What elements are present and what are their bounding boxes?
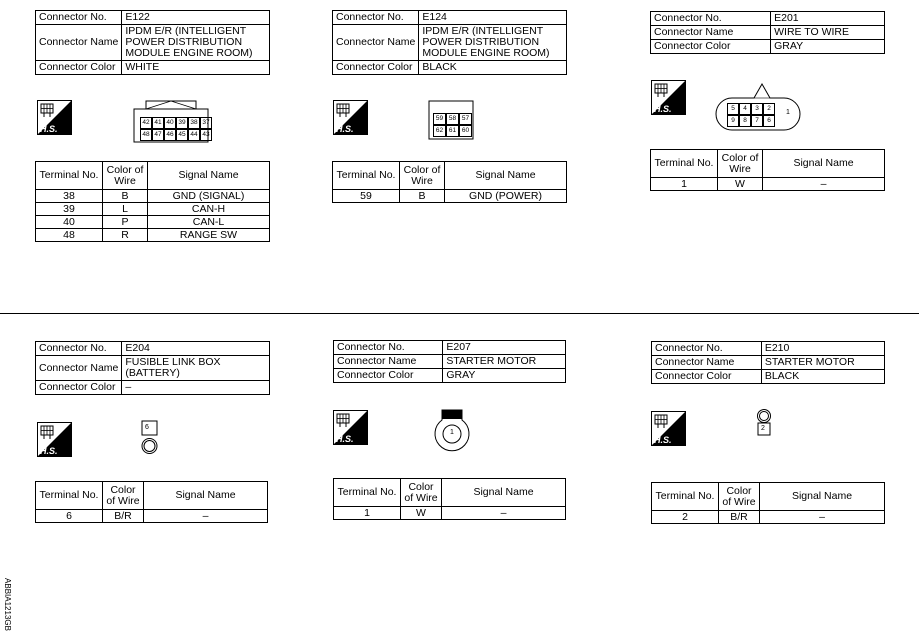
header-color-of-wire: Color of Wire (719, 483, 760, 511)
pin: 7 (751, 115, 763, 127)
table-cell: W (401, 507, 442, 520)
connector-no: E210 (761, 342, 884, 356)
terminal-table-e201 (650, 149, 885, 191)
pin-grid-e124 (433, 113, 472, 137)
header-terminal-no: Terminal No. (36, 162, 103, 190)
label-connector-name: Connector Name (36, 356, 122, 381)
pin-grid-e201 (727, 103, 775, 127)
table-row (36, 229, 270, 242)
header-terminal-no: Terminal No. (333, 162, 400, 190)
header-signal-name: Signal Name (760, 483, 885, 511)
connector-color: GRAY (443, 369, 566, 383)
pin: 48 (140, 129, 152, 141)
terminal-table-e122 (35, 161, 270, 242)
connector-color: – (122, 381, 270, 395)
pin: 5 (727, 103, 739, 115)
table-cell: 39 (36, 203, 103, 216)
pin: 61 (446, 125, 459, 137)
table-cell: 48 (36, 229, 103, 242)
table-row (36, 203, 270, 216)
table-cell: B (400, 190, 445, 203)
connector-info-e201 (650, 11, 885, 54)
connector-info-e122 (35, 10, 270, 75)
header-color-of-wire: Color of Wire (103, 162, 148, 190)
connector-name: WIRE TO WIRE (771, 26, 885, 40)
header-color-of-wire: Color of Wire (401, 479, 442, 507)
connector-name: IPDM E/R (INTELLIGENT POWER DISTRIBUTION MODULE ENGINE ROOM) (419, 25, 567, 61)
table-cell: 2 (652, 511, 719, 524)
connector-face-e210 (754, 407, 774, 437)
pin: 41 (152, 117, 164, 129)
terminal-table-e207 (333, 478, 566, 520)
label-connector-no: Connector No. (36, 342, 122, 356)
terminal-table-e204 (35, 481, 268, 523)
terminal-table-e210 (651, 482, 885, 524)
table-cell: 40 (36, 216, 103, 229)
table-cell: CAN-H (148, 203, 270, 216)
header-signal-name: Signal Name (763, 150, 885, 178)
pin: 4 (739, 103, 751, 115)
label-connector-color: Connector Color (334, 369, 443, 383)
pin: 8 (739, 115, 751, 127)
header-terminal-no: Terminal No. (651, 150, 718, 178)
pin: 43 (200, 129, 212, 141)
header-color-of-wire: Color of Wire (103, 482, 144, 510)
pin: 46 (164, 129, 176, 141)
table-row (36, 216, 270, 229)
pin: 37 (200, 117, 212, 129)
hs-label: H.S. (40, 124, 58, 134)
table-cell: – (760, 511, 885, 524)
pin: 3 (751, 103, 763, 115)
label-connector-color: Connector Color (652, 370, 762, 384)
table-cell: W (718, 178, 763, 191)
connector-no: E207 (443, 341, 566, 355)
connector-name: STARTER MOTOR (443, 355, 566, 369)
label-connector-no: Connector No. (652, 342, 762, 356)
table-cell: 6 (36, 510, 103, 523)
connector-name: FUSIBLE LINK BOX (BATTERY) (122, 356, 270, 381)
connector-info-e210 (651, 341, 885, 384)
table-cell: P (103, 216, 148, 229)
label-connector-no: Connector No. (333, 11, 419, 25)
connector-no: E204 (122, 342, 270, 356)
section-divider (0, 313, 919, 314)
label-connector-color: Connector Color (36, 381, 122, 395)
table-cell: – (442, 507, 566, 520)
pin: 60 (459, 125, 472, 137)
header-color-of-wire: Color of Wire (718, 150, 763, 178)
hs-label: H.S. (654, 435, 672, 445)
pin: 47 (152, 129, 164, 141)
connector-color: GRAY (771, 40, 885, 54)
connector-color: BLACK (761, 370, 884, 384)
connector-no: E124 (419, 11, 567, 25)
connector-name: STARTER MOTOR (761, 356, 884, 370)
table-row (36, 510, 268, 523)
pin: 62 (433, 125, 446, 137)
table-row (333, 190, 567, 203)
pin: 1 (450, 429, 454, 436)
label-connector-no: Connector No. (651, 12, 771, 26)
pin: 58 (446, 113, 459, 125)
label-connector-name: Connector Name (652, 356, 762, 370)
header-signal-name: Signal Name (144, 482, 268, 510)
table-row (651, 178, 885, 191)
connector-face-e204 (138, 420, 162, 456)
connector-info-e207 (333, 340, 566, 383)
pin: 9 (727, 115, 739, 127)
table-cell: L (103, 203, 148, 216)
table-cell: 1 (334, 507, 401, 520)
table-cell: B/R (719, 511, 760, 524)
connector-color: WHITE (122, 61, 270, 75)
table-cell: GND (SIGNAL) (148, 190, 270, 203)
connector-info-e124 (332, 10, 567, 75)
pin: 44 (188, 129, 200, 141)
label-connector-color: Connector Color (36, 61, 122, 75)
pin-grid-e122 (140, 117, 212, 141)
table-row (334, 507, 566, 520)
header-signal-name: Signal Name (148, 162, 270, 190)
table-cell: 59 (333, 190, 400, 203)
hs-label: H.S. (40, 446, 58, 456)
label-connector-no: Connector No. (36, 11, 122, 25)
label-connector-name: Connector Name (651, 26, 771, 40)
table-cell: – (144, 510, 268, 523)
table-cell: GND (POWER) (445, 190, 567, 203)
pin: 39 (176, 117, 188, 129)
label-connector-color: Connector Color (333, 61, 419, 75)
label-connector-name: Connector Name (36, 25, 122, 61)
connector-no: E122 (122, 11, 270, 25)
table-row (652, 511, 885, 524)
table-cell: B/R (103, 510, 144, 523)
table-cell: – (763, 178, 885, 191)
header-terminal-no: Terminal No. (334, 479, 401, 507)
pin: 6 (145, 424, 149, 431)
pin: 6 (763, 115, 775, 127)
terminal-table-e124 (332, 161, 567, 203)
hs-label: H.S. (336, 434, 354, 444)
connector-no: E201 (771, 12, 885, 26)
table-cell: RANGE SW (148, 229, 270, 242)
table-cell: CAN-L (148, 216, 270, 229)
connector-name: IPDM E/R (INTELLIGENT POWER DISTRIBUTION MODULE ENGINE ROOM) (122, 25, 270, 61)
table-row (36, 190, 270, 203)
header-terminal-no: Terminal No. (652, 483, 719, 511)
label-connector-no: Connector No. (334, 341, 443, 355)
pin: 42 (140, 117, 152, 129)
pin: 2 (763, 103, 775, 115)
label-connector-name: Connector Name (333, 25, 419, 61)
header-color-of-wire: Color of Wire (400, 162, 445, 190)
connector-info-e204 (35, 341, 270, 395)
table-cell: B (103, 190, 148, 203)
hs-label: H.S. (654, 104, 672, 114)
pin: 57 (459, 113, 472, 125)
header-signal-name: Signal Name (442, 479, 566, 507)
label-connector-name: Connector Name (334, 355, 443, 369)
pin: 40 (164, 117, 176, 129)
pin: 59 (433, 113, 446, 125)
header-signal-name: Signal Name (445, 162, 567, 190)
table-cell: 38 (36, 190, 103, 203)
label-connector-color: Connector Color (651, 40, 771, 54)
hs-label: H.S. (336, 124, 354, 134)
figure-code: ABBIA1213GB (2, 578, 12, 631)
pin: 1 (786, 109, 790, 116)
pin: 38 (188, 117, 200, 129)
connector-color: BLACK (419, 61, 567, 75)
table-cell: R (103, 229, 148, 242)
table-cell: 1 (651, 178, 718, 191)
pin: 2 (761, 425, 765, 432)
pin: 45 (176, 129, 188, 141)
header-terminal-no: Terminal No. (36, 482, 103, 510)
